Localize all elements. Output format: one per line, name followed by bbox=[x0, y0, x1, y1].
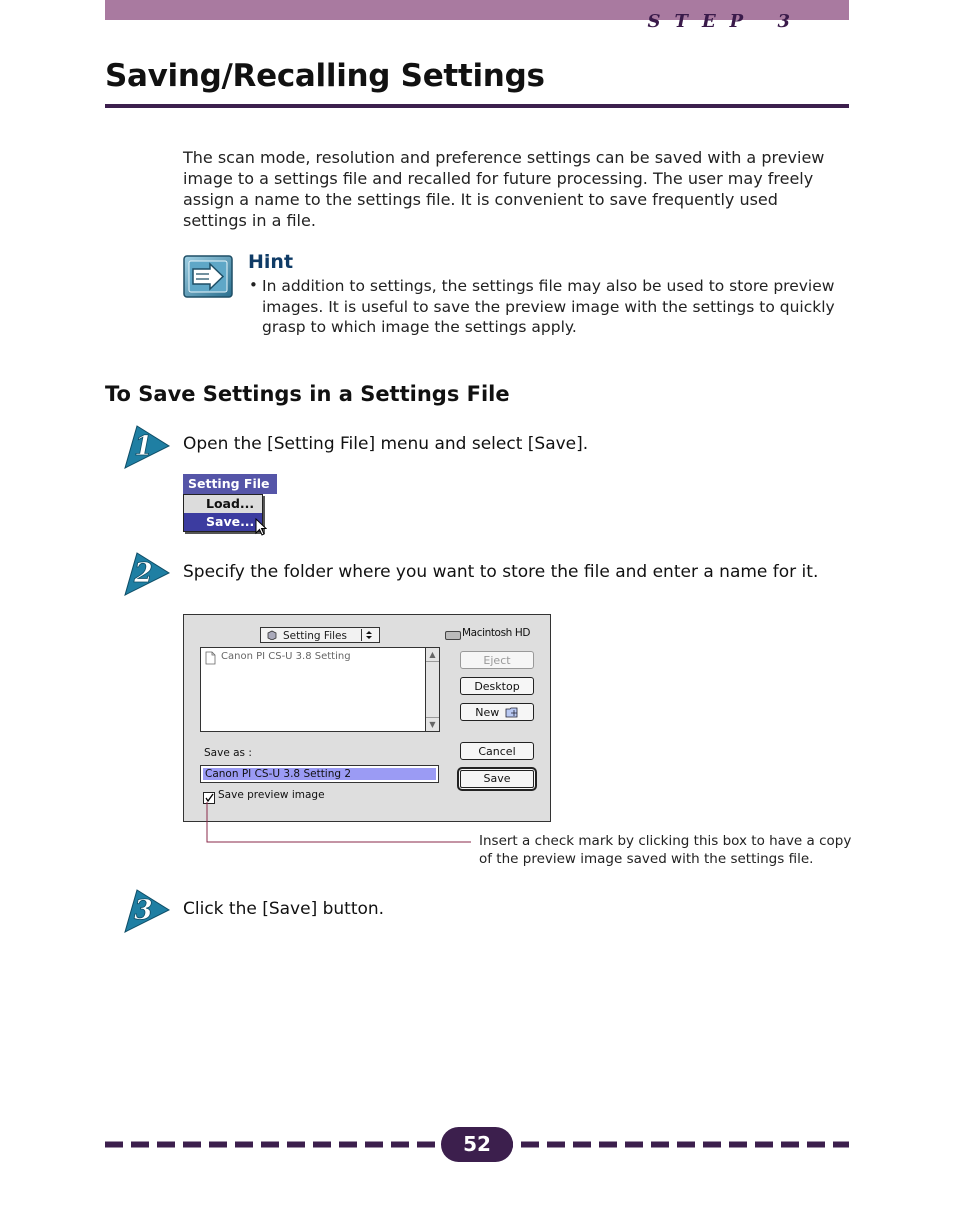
folder-icon bbox=[267, 630, 277, 640]
popup-arrows-icon bbox=[361, 629, 376, 641]
save-preview-checkbox[interactable] bbox=[203, 792, 215, 804]
step-2-text: Specify the folder where you want to store the file and enter a name for it. bbox=[183, 562, 819, 582]
menu-item-save[interactable]: Save... bbox=[184, 513, 262, 531]
document-icon bbox=[205, 651, 216, 665]
file-list-item[interactable]: Canon PI CS-U 3.8 Setting bbox=[221, 651, 351, 662]
save-button[interactable]: Save bbox=[457, 767, 537, 791]
step-3-number: 3 bbox=[134, 895, 153, 926]
hint-bullet: • bbox=[249, 276, 258, 294]
step-1-text: Open the [Setting File] menu and select [Save]. bbox=[183, 434, 589, 454]
step-2-number: 2 bbox=[134, 558, 153, 589]
new-button-label: New bbox=[475, 706, 500, 719]
save-as-label: Save as : bbox=[204, 747, 252, 759]
filename-value: Canon PI CS-U 3.8 Setting 2 bbox=[203, 768, 436, 780]
folder-name: Setting Files bbox=[283, 630, 347, 642]
hint-arrow-icon bbox=[183, 255, 233, 298]
page-title: Saving/Recalling Settings bbox=[105, 58, 545, 94]
folder-popup-menu[interactable] bbox=[260, 627, 380, 643]
list-scrollbar[interactable] bbox=[425, 648, 439, 731]
callout-text: Insert a check mark by clicking this box to have a copy of the preview image saved with the settings file. bbox=[479, 833, 852, 867]
cancel-button[interactable]: Cancel bbox=[460, 742, 534, 760]
cursor-arrow-icon bbox=[255, 518, 267, 536]
scroll-down-icon[interactable]: ▼ bbox=[426, 717, 439, 731]
new-folder-icon bbox=[505, 706, 519, 718]
filename-input[interactable] bbox=[200, 765, 439, 783]
new-folder-button[interactable] bbox=[460, 703, 534, 721]
step-1-number: 1 bbox=[134, 431, 153, 462]
step-label: STEP 3 bbox=[647, 11, 804, 32]
step-1-badge-icon bbox=[123, 424, 171, 470]
eject-button[interactable]: Eject bbox=[460, 651, 534, 669]
setting-file-menu bbox=[183, 474, 279, 538]
menu-item-load[interactable]: Load... bbox=[206, 496, 255, 511]
save-preview-label: Save preview image bbox=[218, 789, 325, 801]
desktop-button[interactable]: Desktop bbox=[460, 677, 534, 695]
menu-dropdown bbox=[183, 494, 263, 532]
scroll-up-icon[interactable]: ▲ bbox=[426, 648, 439, 662]
page-number: 52 bbox=[441, 1127, 513, 1162]
section-heading: To Save Settings in a Settings File bbox=[105, 382, 510, 406]
file-list[interactable] bbox=[200, 647, 440, 732]
menu-title[interactable]: Setting File bbox=[183, 474, 277, 494]
intro-paragraph: The scan mode, resolution and preference settings can be saved with a preview image to a settings file and recalled for future processing. The user may freely assign a name to the settings file. It is convenient to save frequently used settings in a file. bbox=[183, 148, 825, 230]
hint-title: Hint bbox=[248, 251, 294, 273]
step-3-badge-icon bbox=[123, 888, 171, 934]
step-3-text: Click the [Save] button. bbox=[183, 899, 385, 919]
title-rule bbox=[105, 104, 849, 108]
hint-text: In addition to settings, the settings file may also be used to store preview images. It is useful to save the preview image with the settings to quickly grasp to which image the settings apply. bbox=[262, 277, 835, 336]
step-2-badge-icon bbox=[123, 551, 171, 597]
save-dialog bbox=[183, 614, 551, 822]
hard-disk-icon bbox=[445, 631, 461, 640]
disk-label: Macintosh HD bbox=[462, 627, 531, 639]
